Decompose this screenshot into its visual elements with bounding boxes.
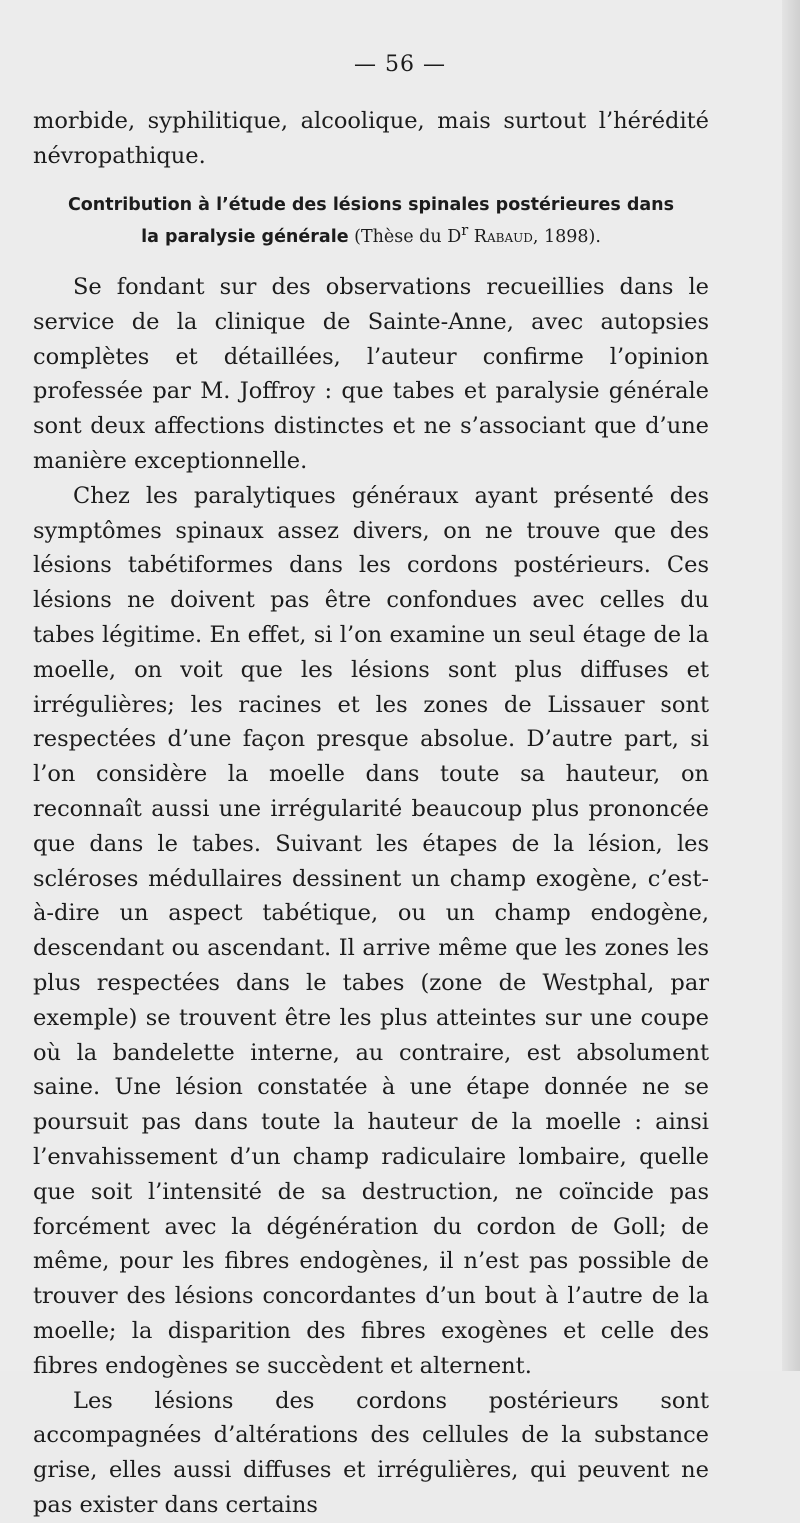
paragraph-2: Chez les paralytiques généraux ayant présenté des symptômes spinaux assez divers, on ne trouve que des lésions tabétiformes dans les cordons postérieurs. Ces lésions ne doivent pas être confondues avec celles du tabes légitime. En effet, si l’on examine un seul étage de la moelle, on voit que les lésions sont plus diffuses et irrégulières; les racines et les zones de Lissauer sont respectées d’une façon presque absolue. D’autre part, si l’on considère la moelle dans toute sa hauteur, on reconnaît aussi une irrégularité beaucoup plus prononcée que dans le tabes. Suivant les étapes de la lésion, les scléroses médullaires dessinent un champ exogène, c’est-à-dire un aspect tabétique, ou un champ endogène, descendant ou ascendant. Il arrive même que les zones les plus respectées dans le tabes (zone de Westphal, par exemple) se trouvent être les plus atteintes sur une coupe où la bandelette interne, au contraire, est absolument saine. Une lésion constatée à une étape donnée ne se poursuit pas dans toute la hauteur de la moelle : ainsi l’envahissement d’un champ radiculaire lombaire, quelle que soit l’intensité de sa destruction, ne coïncide pas forcément avec la dégénération du cordon de Goll; de même, pour les fibres endogènes, il n’est pas possible de trouver des lésions concordantes d’un bout à l’autre de la moelle; la disparition des fibres exogènes et celle des fibres endogènes se succèdent et alternent. [33,482,709,1379]
section-heading [58,192,684,250]
section-heading-title: Contribution à l’étude des lésions spinales postérieures dans la paralysie générale [67,195,675,247]
citation-suffix: , 1898). [532,226,601,247]
paragraph-3: Les lésions des cordons postérieurs sont accompagnées d’altérations des cellules de la substance grise, elles aussi diffuses et irrégulières, qui peuvent ne pas exister dans certains [33,1387,709,1518]
body-text [33,270,709,1523]
citation-superscript: r [461,222,469,239]
citation-author: Rabaud [473,226,533,247]
intro-paragraph [33,104,709,174]
page-number: — 56 — [354,52,446,77]
page-spine-shadow [782,0,800,1371]
section-heading-citation [354,222,601,247]
paragraph-1: Se fondant sur des observations recueillies dans le service de la clinique de Sainte-Anne, avec autopsies complètes et détaillées, l’auteur confirme l’opinion professée par M. Joffroy : que tabes et paralysie générale sont deux affections distinctes et ne s’associant que d’une manière exceptionnelle. [33,274,709,474]
citation-prefix: (Thèse du D [354,226,462,247]
intro-paragraph-text: morbide, syphilitique, alcoolique, mais surtout l’hérédité névropathique. [33,108,709,169]
